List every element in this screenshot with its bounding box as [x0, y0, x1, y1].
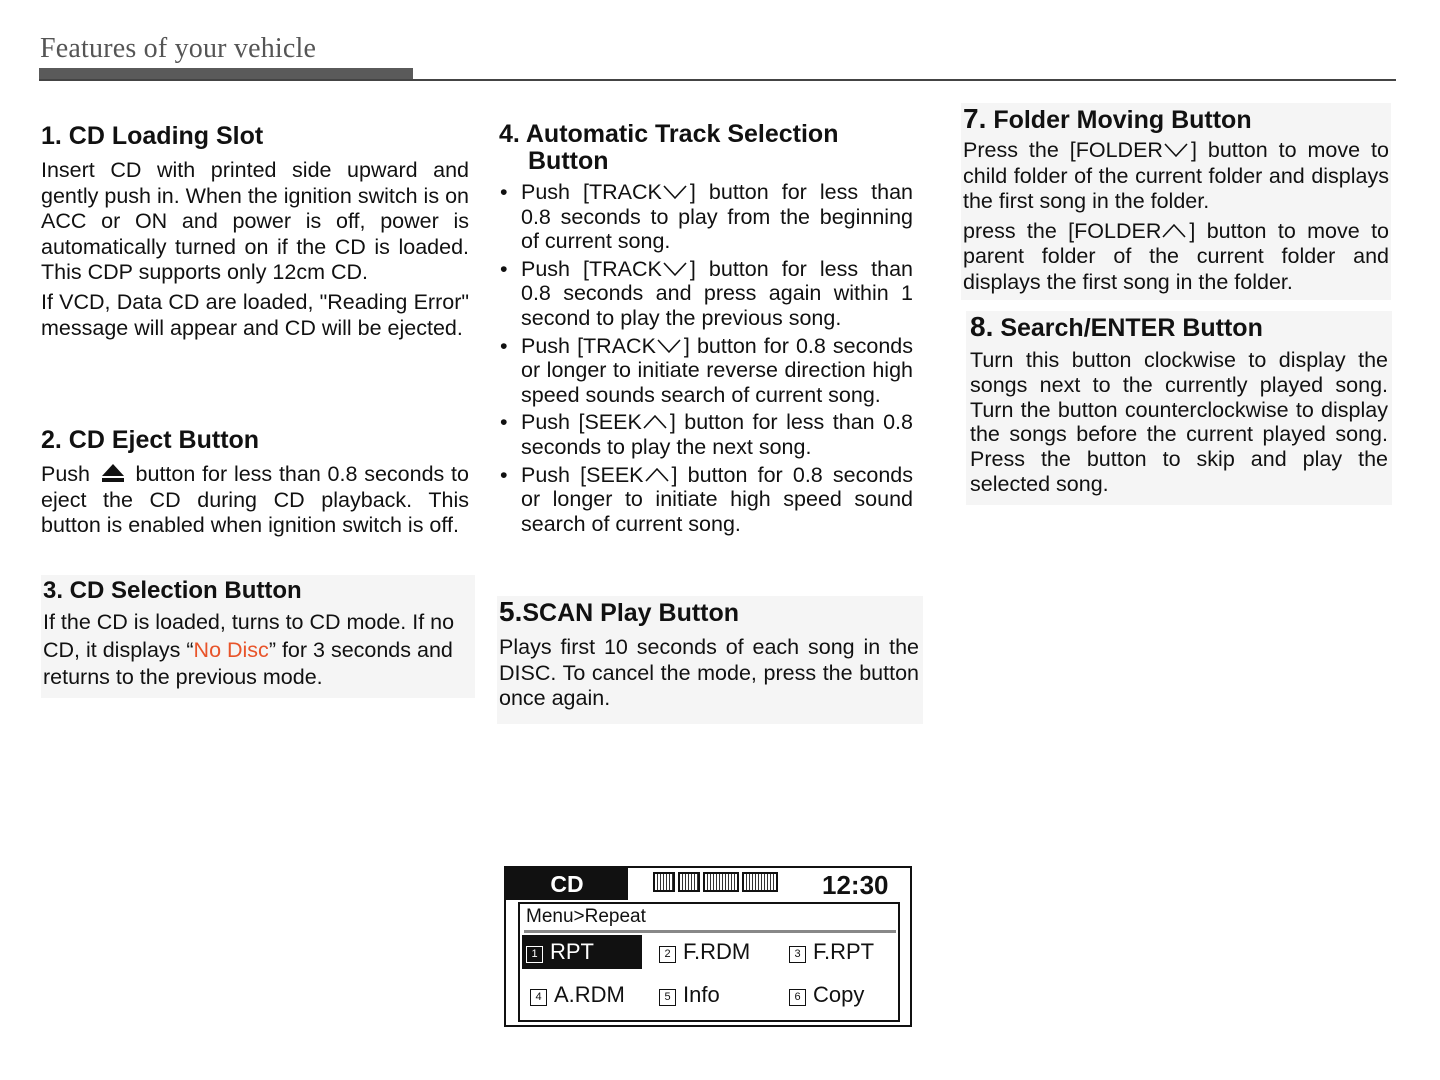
status-icon	[742, 872, 778, 892]
chevron-down-icon	[663, 261, 687, 277]
section-title: 8. Search/ENTER Button	[970, 311, 1263, 342]
section-cd-selection-button	[41, 575, 475, 698]
display-menu	[518, 902, 900, 1022]
display-mode-label: CD	[506, 868, 628, 900]
breadcrumb-divider	[524, 930, 896, 933]
status-icon	[703, 872, 739, 892]
section-title: 1. CD Loading Slot	[41, 122, 264, 150]
section-search-enter-button	[966, 311, 1392, 505]
display-status-bar	[506, 868, 910, 900]
section-cd-eject-button	[41, 426, 469, 539]
chevron-up-icon	[645, 467, 669, 483]
eject-icon	[101, 462, 125, 484]
menu-item-f-rdm[interactable]: 2 F.RDM	[655, 935, 750, 969]
list-item: • Push [SEEK ] button for less than 0.8 seconds to play the next song.	[500, 410, 913, 459]
list-item: • Push [TRACK ] button for 0.8 seconds or longer to initiate reverse direction high speed sounds search of current song.	[500, 333, 913, 407]
menu-item-f-rpt[interactable]: 3 F.RPT	[785, 935, 874, 969]
section-folder-moving-button	[961, 103, 1391, 300]
section-paragraph: Press the [FOLDER ] button to move to child folder of the current folder and displays the first song in the folder.	[963, 138, 1389, 214]
menu-item-a-rdm[interactable]: 4 A.RDM	[526, 978, 625, 1012]
section-automatic-track-selection	[499, 121, 913, 539]
menu-item-info[interactable]: 5 Info	[655, 978, 720, 1012]
no-disc-highlight: No Disc	[193, 637, 269, 662]
section-paragraph: If VCD, Data CD are loaded, "Reading Error" message will appear and CD will be ejected.	[41, 289, 469, 340]
section-paragraph: Insert CD with printed side upward and gently push in. When the ignition switch is on ACC or ON and power is off, power is automatically turned on if the CD is loaded. This CDP supports only 12cm CD.	[41, 158, 469, 285]
menu-item-rpt[interactable]: 1 RPT	[522, 935, 642, 969]
section-cd-loading-slot	[41, 122, 469, 341]
section-paragraph	[41, 462, 469, 539]
breadcrumb: Menu>Repeat	[526, 906, 646, 927]
menu-item-copy[interactable]: 6 Copy	[785, 978, 864, 1012]
chevron-down-icon	[1164, 142, 1188, 158]
chevron-down-icon	[657, 338, 681, 354]
section-title: 4. Automatic Track Selection	[499, 120, 839, 148]
page-header-title: Features of your vehicle	[40, 33, 317, 64]
section-paragraph: Turn this button clockwise to display the songs next to the currently played song. Turn the button counterclockwise to display the songs before the current played song. Press the button to skip and play the selected song.	[970, 348, 1388, 496]
section-paragraph: Plays first 10 seconds of each song in the DISC. To cancel the mode, press the button once again.	[499, 635, 919, 711]
section-title-line2: Button	[528, 147, 609, 175]
audio-display-panel	[504, 866, 912, 1027]
text-run: button for less than 0.8 seconds to eject the CD during CD playback. This button is enabled when ignition switch is off.	[41, 462, 469, 538]
list-item: • Push [TRACK ] button for less than 0.8 seconds to play from the beginning of current song.	[500, 180, 913, 254]
section-scan-play-button	[497, 596, 923, 724]
status-icons	[653, 872, 778, 894]
section-title: 7. Folder Moving Button	[963, 103, 1252, 134]
section-paragraph: press the [FOLDER ] button to move to parent folder of the current folder and displays the first song in the folder.	[963, 218, 1389, 294]
list-item: • Push [TRACK ] button for less than 0.8 seconds and press again within 1 second to play the previous song.	[500, 256, 913, 330]
section-title: 2. CD Eject Button	[41, 426, 260, 454]
list-item: • Push [SEEK ] button for 0.8 seconds or longer to initiate high speed sound search of current song.	[500, 462, 913, 536]
status-icon	[678, 872, 700, 892]
section-paragraph	[43, 609, 473, 692]
chevron-up-icon	[1162, 223, 1186, 239]
text-run: If the CD is loaded, turns to CD mode. If no CD, it displays “	[43, 610, 455, 662]
text-run: ” for 3 seconds and returns to the previous mode.	[43, 637, 453, 689]
text-run: Push	[41, 462, 91, 486]
section-title: 3. CD Selection Button	[43, 577, 302, 604]
chevron-up-icon	[643, 414, 667, 430]
bullet-list	[499, 180, 913, 536]
chevron-down-icon	[663, 184, 687, 200]
status-icon	[653, 872, 675, 892]
display-clock: 12:30	[822, 870, 889, 900]
section-title: 5.SCAN Play Button	[499, 596, 740, 627]
header-rule-thin	[39, 79, 1396, 81]
